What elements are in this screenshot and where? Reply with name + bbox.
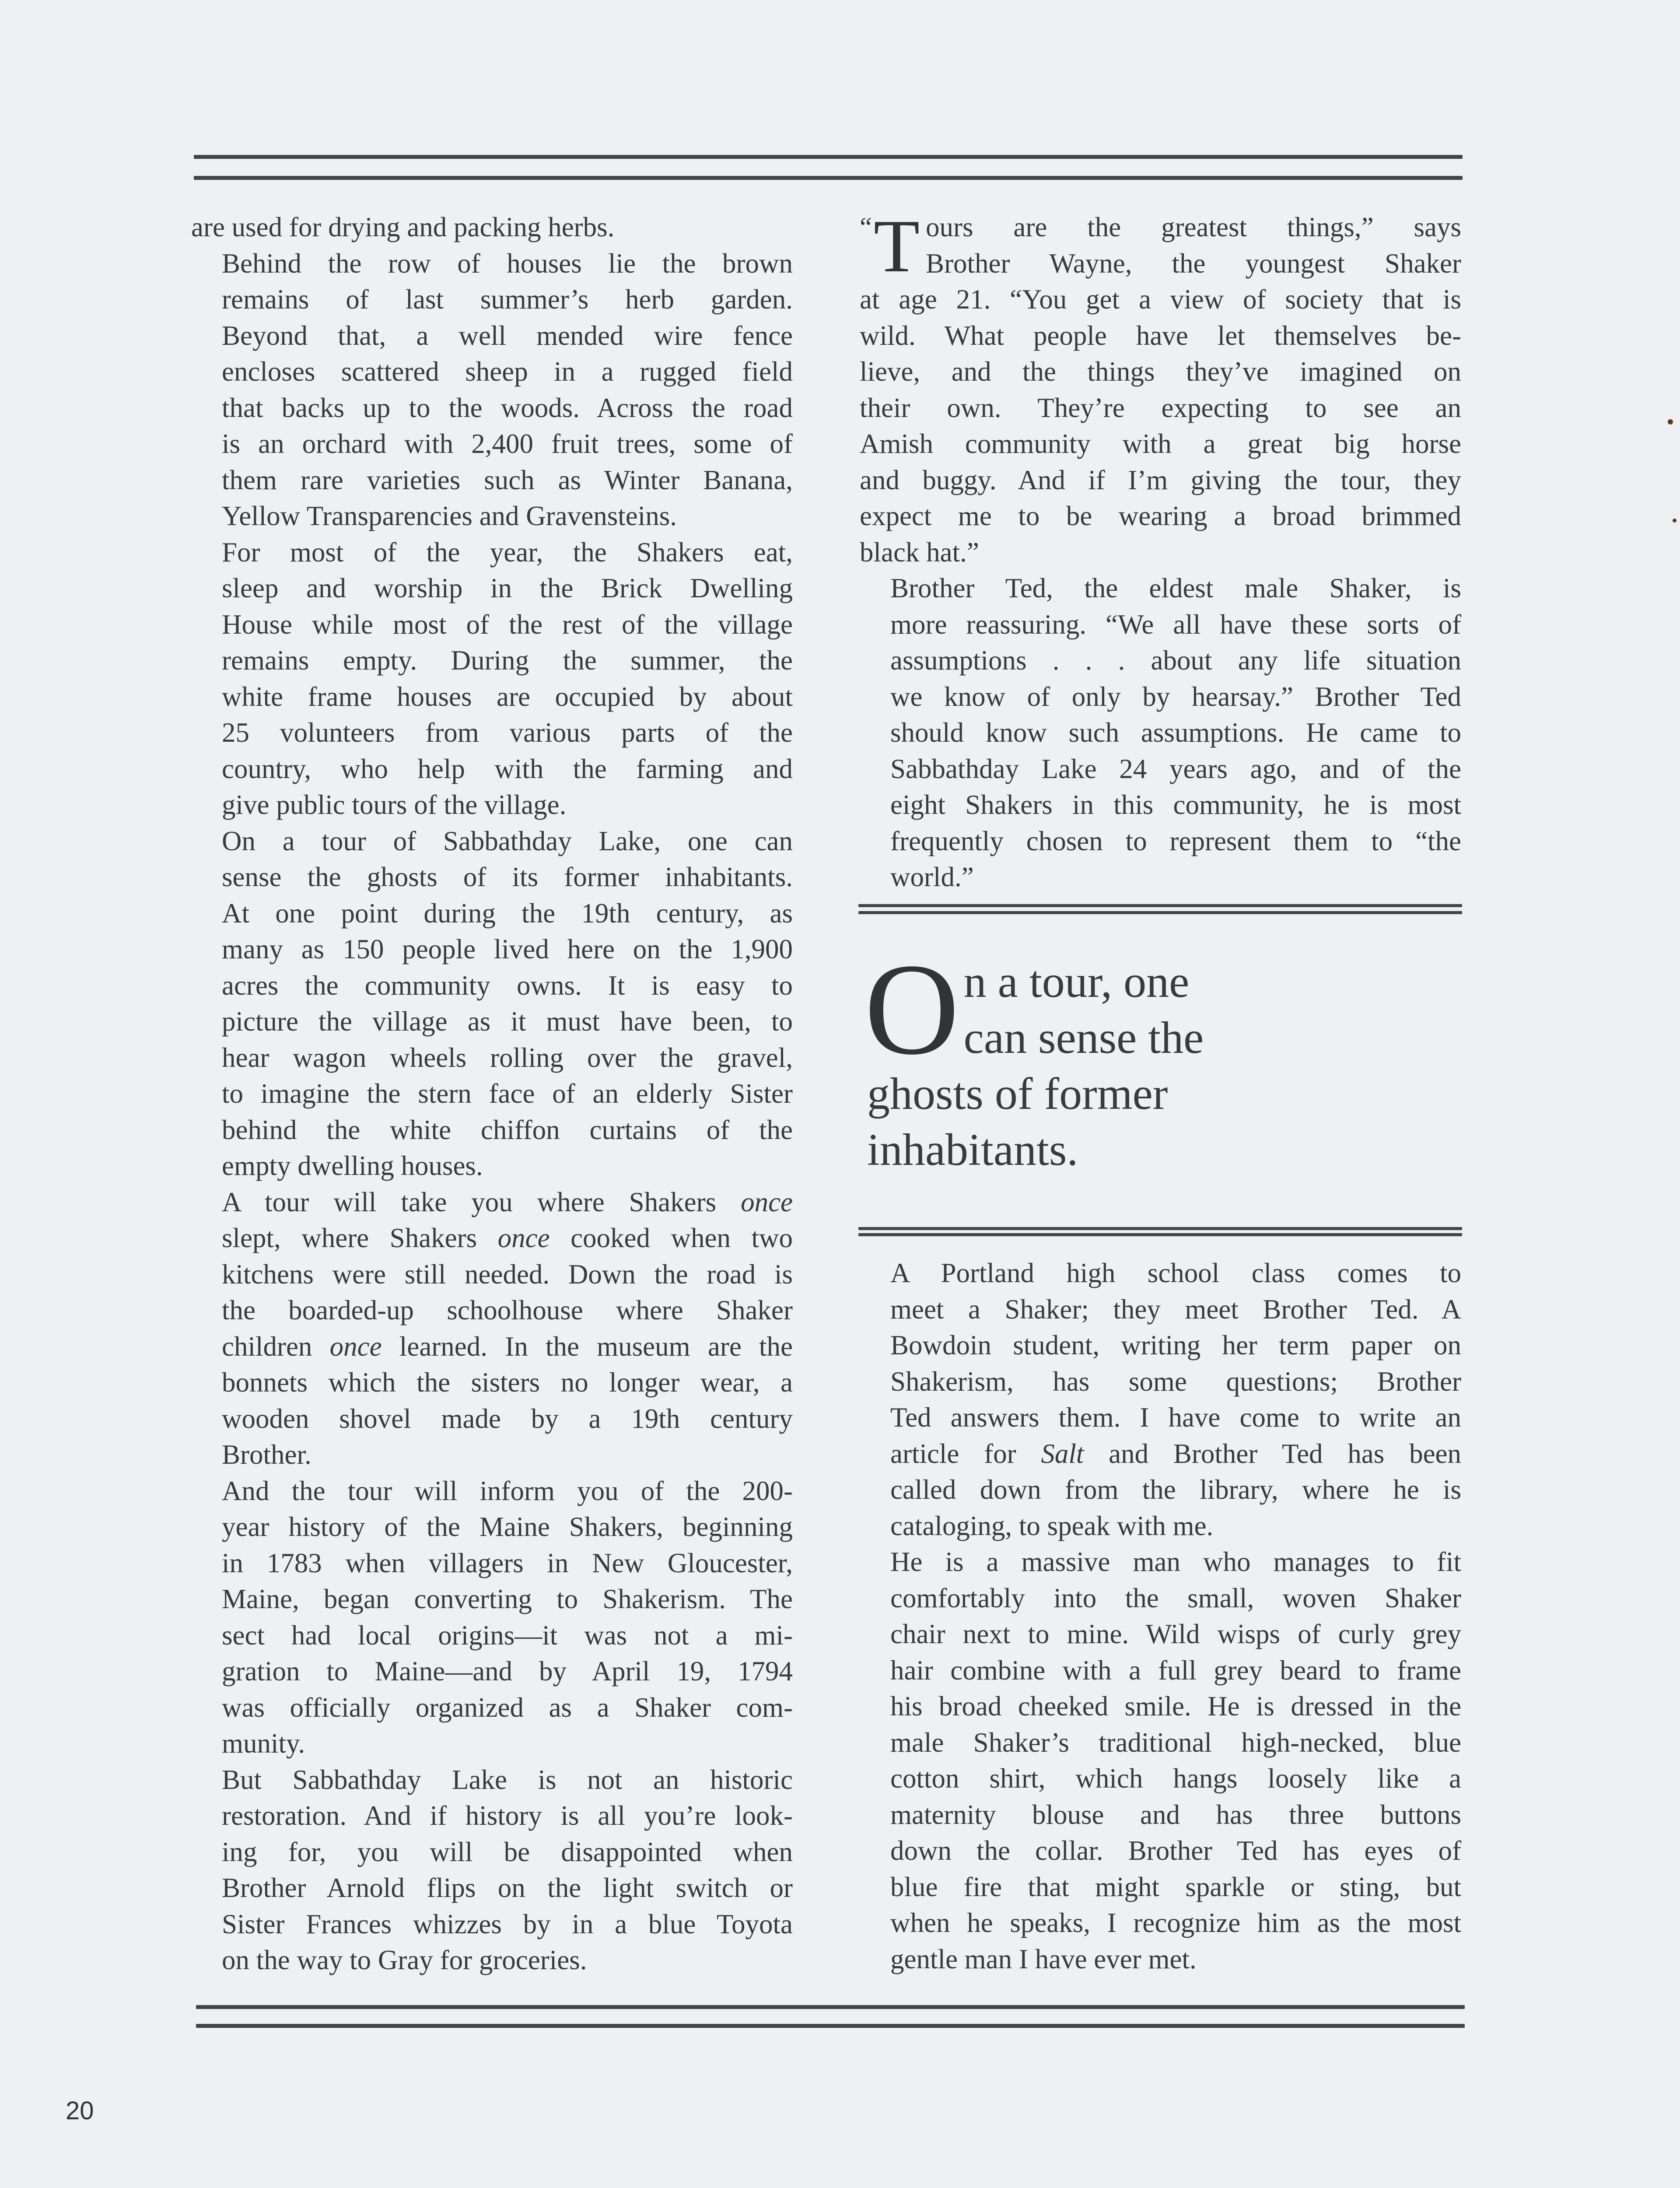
text-line: encloses scattered sheep in a rugged field (222, 356, 793, 387)
pull-quote (864, 936, 1469, 1178)
text-line: remains of last summer’s herb garden. (222, 284, 793, 315)
text-line: bonnets which the sisters no longer wear, a (222, 1367, 793, 1398)
text-line: comfortably into the small, woven Shaker (890, 1582, 1461, 1613)
text-line: in 1783 when villagers in New Gloucester, (222, 1547, 793, 1578)
text-line: maternity blouse and has three buttons (890, 1799, 1461, 1830)
paragraph (191, 209, 793, 245)
text-line: chair next to mine. Wild wisps of curly grey (890, 1619, 1461, 1649)
text-line: sect had local origins—it was not a mi- (222, 1620, 793, 1651)
text-line: Amish community with a great big horse (860, 428, 1461, 459)
text-line: should know such assumptions. He came to (890, 717, 1461, 748)
paragraph (191, 245, 793, 534)
text-line: And the tour will inform you of the 200- (222, 1475, 793, 1506)
text-line: blue fire that might sparkle or sting, but (890, 1871, 1461, 1902)
text-line: on the way to Gray for groceries. (222, 1945, 587, 1975)
text-line: hear wagon wheels rolling over the gravel, (222, 1042, 793, 1073)
text-line: Maine, began converting to Shakerism. The (222, 1584, 793, 1614)
text-line: remains empty. During the summer, the (222, 645, 793, 676)
text-line: and buggy. And if I’m giving the tour, they (860, 464, 1461, 495)
text-line: kitchens were still needed. Down the road is (222, 1259, 793, 1290)
left-column (191, 209, 793, 1978)
text-line: sleep and worship in the Brick Dwelling (222, 573, 793, 603)
text-line: behind the white chiffon curtains of the (222, 1114, 793, 1145)
pull-quote-drop-cap: O (864, 936, 959, 1082)
text-line: his broad cheeked smile. He is dressed in the (890, 1691, 1461, 1722)
text-line: Brother Ted, the eldest male Shaker, is (890, 573, 1461, 603)
text-line: munity. (222, 1728, 305, 1759)
text-line: For most of the year, the Shakers eat, (222, 536, 793, 568)
text-line: Bowdoin student, writing her term paper on (890, 1330, 1461, 1360)
scan-speck (1668, 419, 1673, 424)
text-line: ours are the greatest things,” says (926, 212, 1461, 242)
text-line: empty dwelling houses. (222, 1150, 483, 1181)
text-line: Ted answers them. I have come to write an (890, 1402, 1461, 1433)
text-line: black hat.” (860, 536, 979, 568)
scan-speck (1673, 519, 1676, 522)
right-column-top (860, 205, 1461, 895)
text-line: called down from the library, where he is (890, 1474, 1461, 1505)
text-line: is an orchard with 2,400 fruit trees, some of (222, 428, 793, 459)
text-line: at age 21. “You get a view of society that is (860, 284, 1461, 315)
text-line: many as 150 people lived here on the 1,900 (222, 934, 793, 964)
text-line: hair combine with a full grey beard to frame (890, 1655, 1461, 1686)
text-line: acres the community owns. It is easy to (222, 970, 793, 1001)
text-line: But Sabbathday Lake is not an historic (222, 1764, 793, 1795)
text-line: On a tour of Sabbathday Lake, one can (222, 825, 793, 856)
text-line: ing for, you will be disappointed when (222, 1836, 793, 1867)
text-line: meet a Shaker; they meet Brother Ted. A (890, 1294, 1461, 1325)
text-line: world.” (890, 862, 974, 892)
text-line: sense the ghosts of its former inhabitants. (222, 862, 793, 892)
text-line: we know of only by hearsay.” Brother Ted (890, 681, 1461, 712)
text-line: Beyond that, a well mended wire fence (222, 320, 793, 351)
text-line: gration to Maine—and by April 19, 1794 (222, 1656, 793, 1687)
pull-quote-line: can sense the (963, 1013, 1204, 1063)
text-line: Behind the row of houses lie the brown (222, 248, 793, 279)
italic-once: once (497, 1223, 550, 1253)
bottom-rule-lower (196, 2024, 1465, 2028)
text-line: wooden shovel made by a 19th century (222, 1403, 793, 1434)
text-line: House while most of the rest of the village (222, 609, 793, 640)
text-line: year history of the Maine Shakers, beginning (222, 1511, 793, 1542)
pullquote-rule-upper (858, 904, 1462, 907)
text-line: slept, where Shakers once cooked when two (222, 1223, 793, 1253)
text-line: children once learned. In the museum are the (222, 1331, 793, 1362)
text-line: their own. They’re expecting to see an (860, 392, 1461, 423)
text-line: down the collar. Brother Ted has eyes of (890, 1835, 1461, 1866)
text-line: article for Salt and Brother Ted has been (890, 1438, 1461, 1469)
text-line: cataloging, to speak with me. (890, 1510, 1214, 1541)
text-line: lieve, and the things they’ve imagined on (860, 356, 1461, 387)
top-rule-upper (194, 155, 1463, 159)
text-line: At one point during the 19th century, as (222, 898, 793, 929)
text-line: are used for drying and packing herbs. (191, 212, 615, 242)
text-line: Yellow Transparencies and Gravensteins. (222, 501, 677, 531)
text-line: Brother Wayne, the youngest Shaker (926, 248, 1461, 279)
paragraph (191, 1473, 793, 1762)
section-rule-upper (858, 1227, 1462, 1230)
opening-paragraph (860, 205, 1461, 570)
text-line: Shakerism, has some questions; Brother (890, 1366, 1461, 1397)
text-line: picture the village as it must have been, to (222, 1006, 793, 1037)
text-line: more reassuring. “We all have these sorts of (890, 609, 1461, 640)
text-line: A Portland high school class comes to (890, 1258, 1461, 1288)
pull-quote-line: inhabitants. (867, 1125, 1078, 1175)
section-rule-lower (858, 1233, 1462, 1236)
text-line: the boarded-up schoolhouse where Shaker (222, 1295, 793, 1325)
text-line: eight Shakers in this community, he is most (890, 789, 1461, 820)
pull-quote-line: ghosts of former (867, 1069, 1168, 1119)
text-line: give public tours of the village. (222, 789, 567, 820)
right-column-bottom (860, 1255, 1461, 1977)
paragraph (191, 534, 793, 823)
drop-cap: T (873, 205, 920, 288)
text-line: 25 volunteers from various parts of the (222, 717, 793, 748)
text-line: was officially organized as a Shaker com- (222, 1692, 793, 1723)
open-quote: “ (860, 212, 872, 242)
pull-quote-line: n a tour, one (963, 957, 1190, 1007)
pullquote-rule-lower (858, 911, 1462, 914)
text-line: restoration. And if history is all you’re look- (222, 1800, 793, 1831)
paragraph (860, 1255, 1461, 1544)
text-line: He is a massive man who manages to fit (890, 1546, 1461, 1577)
text-line: A tour will take you where Shakers once (222, 1186, 793, 1217)
text-line: male Shaker’s traditional high-necked, blue (890, 1727, 1461, 1758)
text-line: when he speaks, I recognize him as the most (890, 1907, 1461, 1938)
paragraph (860, 1544, 1461, 1977)
text-line: frequently chosen to represent them to “the (890, 825, 1461, 856)
text-line: country, who help with the farming and (222, 753, 793, 784)
italic-once: once (741, 1186, 793, 1217)
text-line: gentle man I have ever met. (890, 1943, 1197, 1974)
bottom-rule-upper (196, 2005, 1465, 2009)
italic-once: once (329, 1331, 382, 1362)
paragraph (191, 1762, 793, 1978)
paragraph (191, 1184, 793, 1473)
text-line: Sister Frances whizzes by in a blue Toyota (222, 1908, 793, 1939)
publication-title: Salt (1041, 1438, 1084, 1469)
text-line: Brother Arnold flips on the light switch or (222, 1872, 793, 1903)
paragraph (860, 570, 1461, 895)
text-line: that backs up to the woods. Across the road (222, 392, 793, 423)
text-line: Brother. (222, 1439, 312, 1470)
text-line: them rare varieties such as Winter Banana, (222, 464, 793, 495)
text-line: expect me to be wearing a broad brimmed (860, 501, 1461, 531)
text-line: to imagine the stern face of an elderly Sister (222, 1078, 793, 1109)
text-line: white frame houses are occupied by about (222, 681, 793, 712)
text-line: Sabbathday Lake 24 years ago, and of the (890, 753, 1461, 784)
text-line: cotton shirt, which hangs loosely like a (890, 1763, 1461, 1794)
top-rule-lower (194, 176, 1463, 180)
text-line: assumptions . . . about any life situation (890, 645, 1461, 676)
page-number: 20 (66, 2097, 94, 2125)
text-line: wild. What people have let themselves be- (860, 320, 1461, 351)
paragraph (191, 823, 793, 1184)
